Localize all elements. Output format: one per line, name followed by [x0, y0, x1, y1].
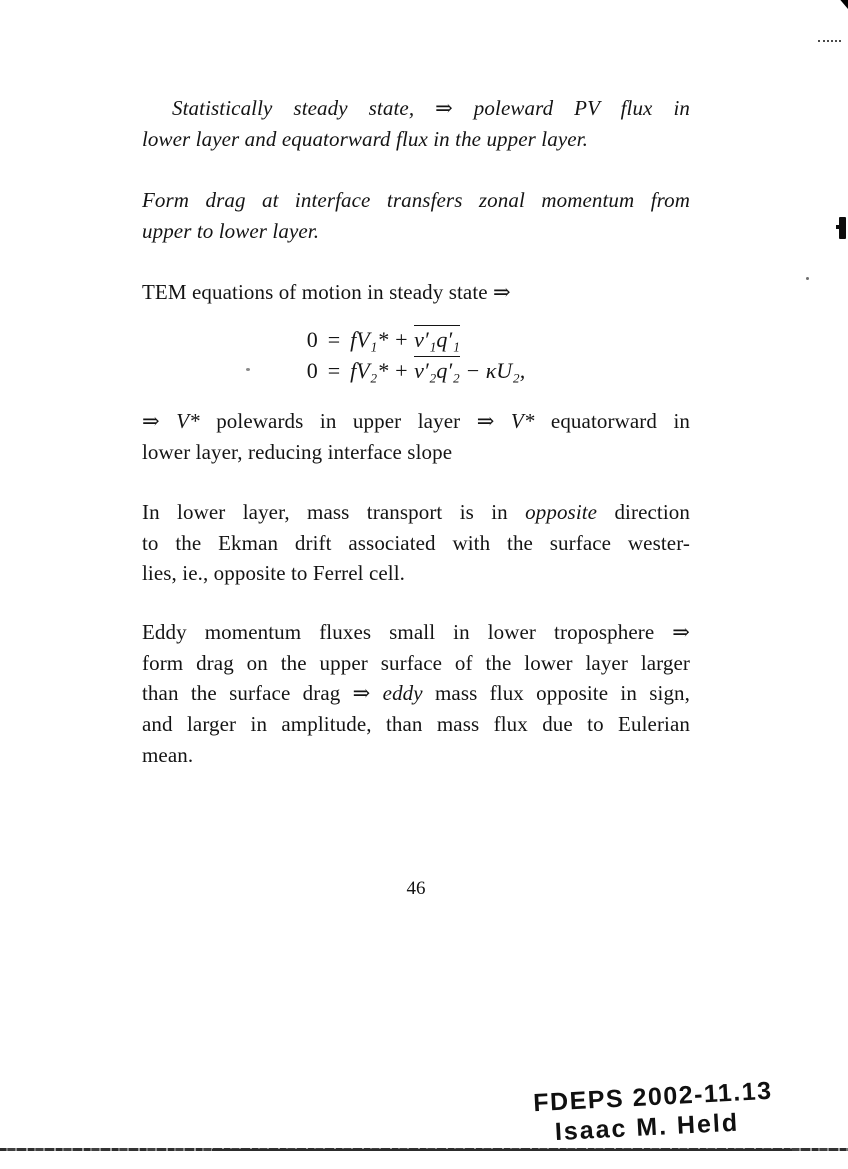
paragraph-tem-intro — [142, 277, 690, 308]
scan-dot-artifact — [806, 277, 809, 280]
text-line: lies, ie., opposite to Ferrel cell. — [142, 561, 406, 586]
emphasized-word: opposite — [525, 500, 598, 524]
text-segment: ⇒ — [142, 409, 177, 433]
text-line — [142, 406, 690, 437]
v-star-symbol: V* — [510, 409, 535, 433]
text-line: upper to lower layer. — [142, 218, 320, 243]
equation-term: fV₂* + — [350, 358, 415, 383]
paragraph-steady-state — [142, 93, 690, 154]
annotation-event-date: FDEPS 2002-11.13 — [532, 1076, 774, 1118]
text-line: Eddy momentum fluxes small in lower troposphere ⇒ — [142, 620, 690, 644]
eddy-pv-flux-term: v′₁q′₁ — [414, 327, 460, 352]
handwritten-annotation — [533, 1076, 775, 1148]
scan-squiggle-artifact — [818, 36, 841, 42]
text-line: to the Ekman drift associated with the surface wester- — [142, 530, 690, 555]
scan-corner-artifact — [839, 0, 848, 9]
text-line: and larger in amplitude, than mass flux due to Eulerian — [142, 712, 690, 737]
equation-group — [307, 324, 526, 386]
text-line — [142, 497, 690, 528]
equation-upper-layer — [307, 324, 526, 355]
text-line — [142, 678, 690, 709]
text-segment: polewards in upper layer — [199, 409, 477, 433]
text-line: lower layer, reducing interface slope — [142, 439, 453, 464]
equation-lhs: 0 — [306, 358, 318, 383]
page-number: 46 — [406, 878, 426, 899]
text-segment: than the surface drag ⇒ — [142, 681, 383, 706]
text-line: form drag on the upper surface of the lower layer larger — [142, 650, 690, 675]
text-line: Statistically steady state, ⇒ poleward PV flux in — [172, 96, 690, 120]
annotation-author-name: Isaac M. Held — [554, 1108, 740, 1147]
paragraph-mass-transport — [142, 497, 690, 589]
drag-term: − κU₂, — [459, 358, 526, 383]
paragraph-form-drag — [142, 185, 690, 246]
equation-lower-layer — [307, 355, 526, 386]
text-line: Form drag at interface transfers zonal momentum from — [142, 188, 690, 212]
eddy-pv-flux-term: v′₂q′₂ — [414, 358, 460, 383]
text-segment: mass flux opposite in sign, — [422, 681, 690, 706]
emphasized-word: eddy — [382, 681, 423, 706]
text-segment: In lower layer, mass transport is in — [142, 500, 526, 524]
paragraph-residual-circulation — [142, 406, 690, 467]
text-line: TEM equations of motion in steady state ⇒ — [142, 280, 511, 304]
text-segment: equatorward in — [534, 409, 690, 433]
text-line: mean. — [142, 742, 194, 767]
tem-equations-block — [142, 324, 690, 386]
equation-term: fV₁* + — [350, 327, 415, 352]
paragraph-eddy-momentum — [142, 617, 690, 771]
equation-lhs: 0 — [306, 327, 318, 352]
text-segment: ⇒ — [476, 409, 511, 433]
v-star-symbol: V* — [176, 409, 200, 433]
scan-edge-blob-artifact — [839, 217, 846, 239]
text-segment: direction — [597, 500, 690, 524]
equals-sign: = — [327, 327, 341, 352]
scan-edge-line-solid — [212, 1149, 792, 1151]
equals-sign: = — [327, 358, 341, 383]
text-line: lower layer and equatorward flux in the upper layer. — [142, 126, 588, 151]
